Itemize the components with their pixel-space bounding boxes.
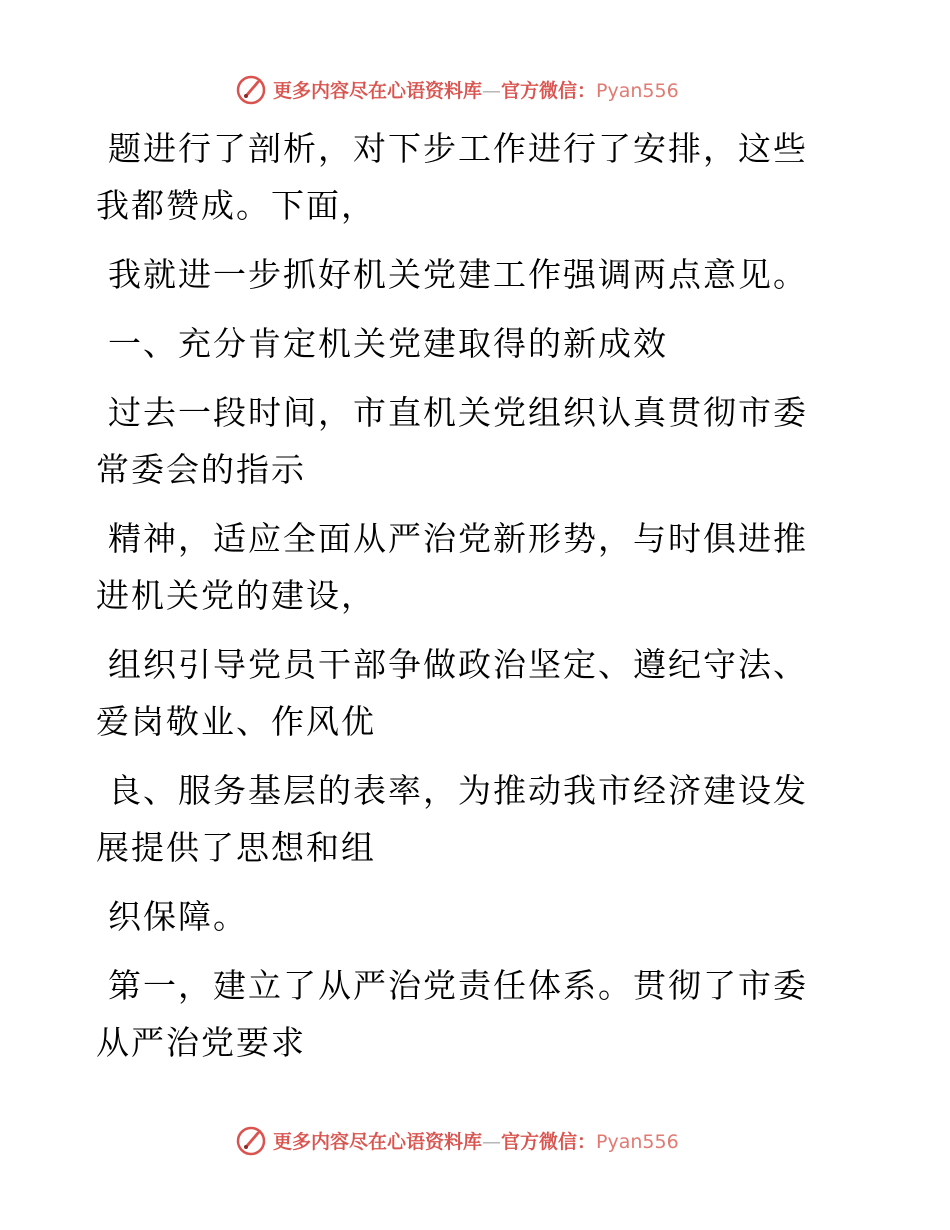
paragraph: 精神，适应全面从严治党新形势，与时俱进推进机关党的建设， — [96, 519, 808, 615]
paragraph: 第一，建立了从严治党责任体系。贯彻了市委从严治党要求 — [96, 966, 808, 1062]
paragraph: 组织引导党员干部争做政治坚定、遵纪守法、爱岗敬业、作风优 — [96, 645, 808, 741]
paragraph: 题进行了剖析，对下步工作进行了安排，这些我都赞成。下面， — [96, 129, 808, 225]
document-body — [96, 120, 836, 1083]
watermark-text: 更多内容尽在心语资料库—官方微信：Pyan556 — [273, 1130, 679, 1153]
watermark-header — [235, 72, 679, 106]
watermark-footer — [235, 1123, 679, 1157]
quill-logo-icon — [235, 73, 267, 105]
paragraph: 过去一段时间，市直机关党组织认真贯彻市委常委会的指示 — [96, 393, 808, 489]
section-heading: 一、充分肯定机关党建取得的新成效 — [108, 324, 668, 363]
watermark-text: 更多内容尽在心语资料库—官方微信：Pyan556 — [273, 79, 679, 102]
paragraph: 织保障。 — [108, 897, 248, 936]
paragraph: 我就进一步抓好机关党建工作强调两点意见。 — [108, 255, 808, 294]
quill-logo-icon — [235, 1124, 267, 1156]
paragraph: 良、服务基层的表率，为推动我市经济建设发展提供了思想和组 — [96, 771, 808, 867]
